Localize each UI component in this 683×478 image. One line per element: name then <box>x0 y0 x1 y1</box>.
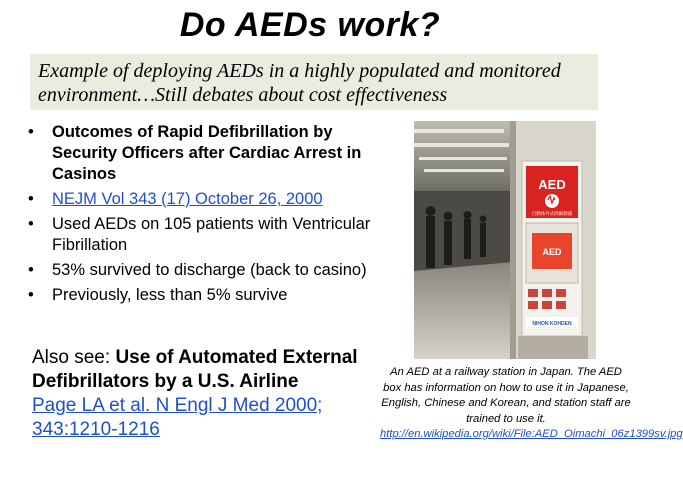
nejm-link[interactable]: NEJM Vol 343 (17) October 26, 2000 <box>52 190 323 208</box>
aed-box-label: AED <box>542 247 562 257</box>
bullet-item <box>28 214 400 256</box>
subtitle-text: Example of deploying AEDs in a highly populated and monitored environment…Still debates about cost effectiveness <box>38 60 561 106</box>
slide-title: Do AEDs work? <box>179 6 441 44</box>
also-see-prefix: Also see: <box>32 347 116 368</box>
aed-sign-japanese: 自動体外式除細動器 <box>531 212 573 217</box>
bullet-text: 53% survived to discharge (back to casino) <box>52 261 367 279</box>
bullet-marker: • <box>28 190 34 208</box>
aed-sign-top: AED <box>538 177 566 192</box>
subtitle-box <box>30 54 598 110</box>
page-citation-link[interactable]: Page LA et al. N Engl J Med 2000; 343:1210-1216 <box>32 395 323 440</box>
photo-caption <box>380 365 683 443</box>
aed-photo-illustration <box>414 121 596 359</box>
airline-study-title: Use of Automated External Defibrillators by a U.S. Airline <box>32 347 358 392</box>
bullet-item <box>28 260 400 281</box>
bullet-list <box>28 122 400 310</box>
study-title: Outcomes of Rapid Defibrillation by Security Officers after Cardiac Arrest in Casinos <box>52 123 362 183</box>
bullet-item <box>28 285 400 306</box>
bullet-text: Previously, less than 5% survive <box>52 286 288 304</box>
bullet-marker: • <box>28 286 34 304</box>
bullet-item <box>28 122 400 185</box>
bullet-marker: • <box>28 123 34 141</box>
caption-url-link[interactable]: http://en.wikipedia.org/wiki/File:AED_Oimachi_06z1399sv.jpg <box>380 428 683 440</box>
bullet-text: Used AEDs on 105 patients with Ventricular Fibrillation <box>52 215 371 254</box>
aed-station-photo <box>414 121 596 359</box>
bullet-marker: • <box>28 215 34 233</box>
aed-brand-text: NIHON KOHDEN <box>532 321 572 327</box>
also-see-block <box>32 346 377 442</box>
bullet-marker: • <box>28 261 34 279</box>
caption-text: An AED at a railway station in Japan. The AED box has information on how to use it in Japanese, English, Chinese and Korean, and station staff are trained to use it. <box>381 366 631 425</box>
bullet-item <box>28 189 400 210</box>
